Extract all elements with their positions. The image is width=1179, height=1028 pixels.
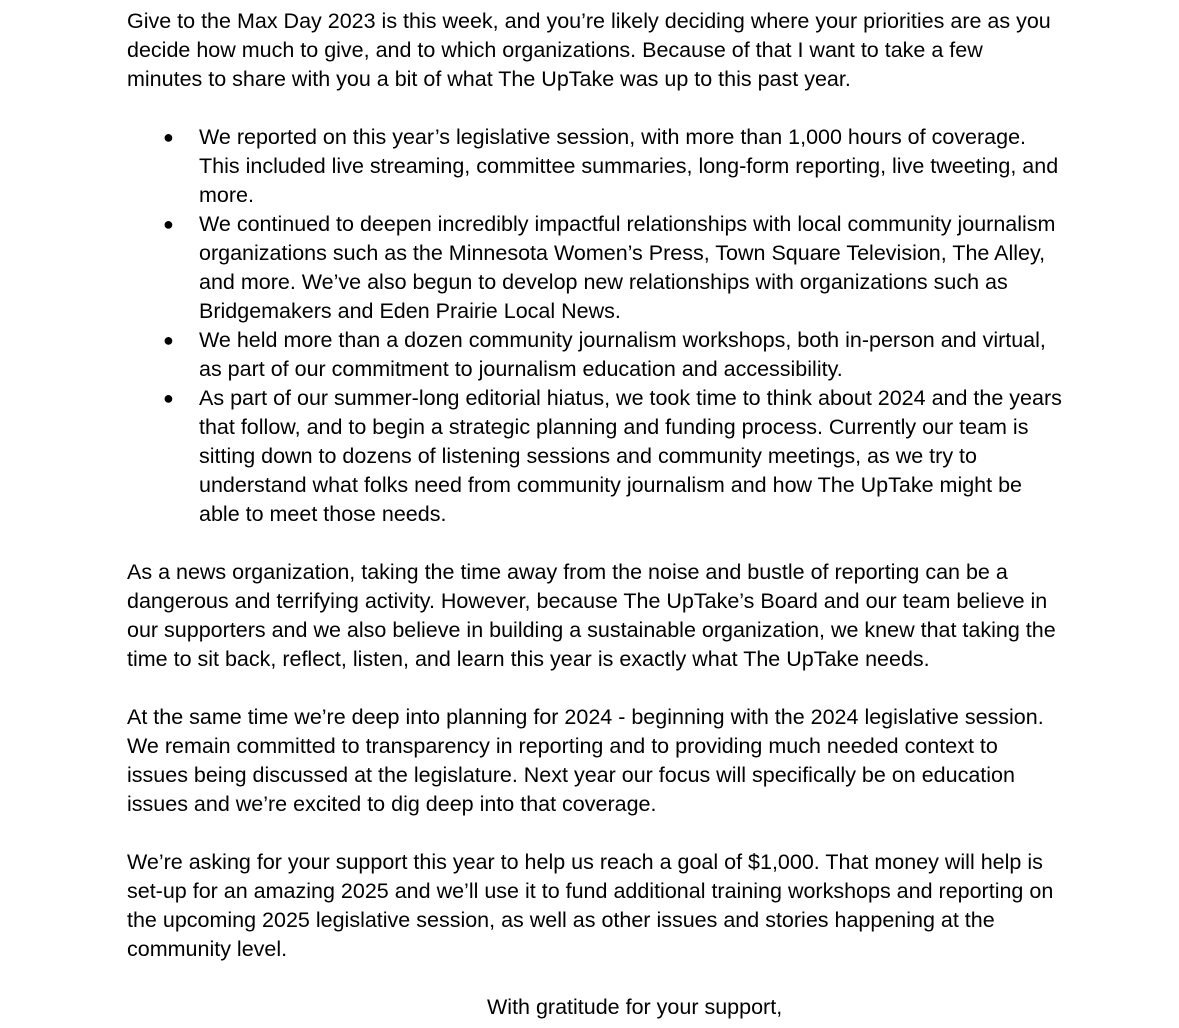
planning-paragraph: At the same time we’re deep into planning for 2024 - beginning with the 2024 legislative session. We remain committed to transparency in reporting and to providing much needed context to issues being discussed at the legislature. Next year our focus will specifically be on education issues and we’re excited to dig deep into that coverage. xyxy=(127,705,1044,816)
signoff-line: With gratitude for your support, xyxy=(487,995,783,1019)
list-item-text: We continued to deepen incredibly impactful relationships with local community journalism organizations such as the Minnesota Women’s Press, Town Square Television, The Alley, and more. We’ve also begun to develop new relationships with organizations such as Bridgemakers and Eden Prairie Local News. xyxy=(199,212,1056,323)
document-body xyxy=(127,7,1062,1022)
bullet-icon: ● xyxy=(163,214,174,234)
bullet-icon: ● xyxy=(163,388,174,408)
intro-paragraph: Give to the Max Day 2023 is this week, and you’re likely deciding where your priorities are as you decide how much to give, and to which organizations. Because of that I want to take a few minutes to share with you a bit of what The UpTake was up to this past year. xyxy=(127,9,1051,91)
list-item xyxy=(127,123,1062,210)
list-item xyxy=(127,384,1062,529)
list-item-text: We reported on this year’s legislative session, with more than 1,000 hours of coverage. This included live streaming, committee summaries, long-form reporting, live tweeting, and more. xyxy=(199,125,1059,207)
bullet-icon: ● xyxy=(163,127,174,147)
support-paragraph: We’re asking for your support this year to help us reach a goal of $1,000. That money will help is set-up for an amazing 2025 and we’ll use it to fund additional training workshops and reporting on the upcoming 2025 legislative session, as well as other issues and stories happening at the community level. xyxy=(127,850,1054,961)
list-item xyxy=(127,210,1062,326)
hiatus-paragraph: As a news organization, taking the time away from the noise and bustle of reporting can be a dangerous and terrifying activity. However, because The UpTake’s Board and our team believe in our supporters and we also believe in building a sustainable organization, we knew that taking the time to sit back, reflect, listen, and learn this year is exactly what The UpTake needs. xyxy=(127,560,1056,671)
bullet-icon: ● xyxy=(163,330,174,350)
list-item xyxy=(127,326,1062,384)
list-item-text: As part of our summer-long editorial hiatus, we took time to think about 2024 and the years that follow, and to begin a strategic planning and funding process. Currently our team is sitting down to dozens of listening sessions and community meetings, as we try to understand what folks need from community journalism and how The UpTake might be able to meet those needs. xyxy=(199,386,1062,526)
accomplishments-list xyxy=(127,123,1062,529)
list-item-text: We held more than a dozen community journalism workshops, both in-person and virtual, as part of our commitment to journalism education and accessibility. xyxy=(199,328,1046,381)
